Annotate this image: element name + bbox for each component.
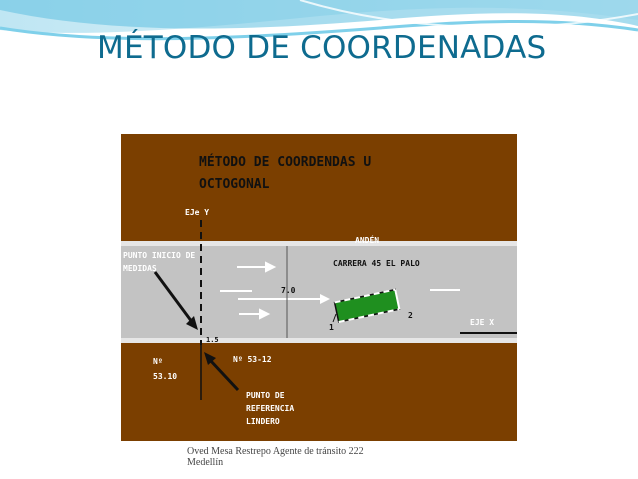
sidewalk-bottom xyxy=(121,338,517,343)
footer-city: Medellín xyxy=(187,457,224,468)
start-point-label-line1: PUNTO INICIO DE xyxy=(123,251,196,260)
right-number-label: Nº 53-12 xyxy=(233,355,272,364)
distance-x-label: 7.0 xyxy=(281,286,296,295)
reference-label-line1: PUNTO DE xyxy=(246,391,285,400)
y-axis-label: EJe Y xyxy=(185,208,210,217)
slide-footer xyxy=(187,446,364,468)
diagram-heading-line1: MÉTODO DE COORDENDAS U xyxy=(199,155,372,170)
point-2-label: 2 xyxy=(408,311,413,320)
left-number-line2: 53.10 xyxy=(153,372,178,381)
diagram-heading-line2: OCTOGONAL xyxy=(199,177,270,192)
street-label: CARRERA 45 EL PALO xyxy=(333,259,420,268)
x-axis-label: EJE X xyxy=(470,318,495,327)
reference-label-line3: LINDERO xyxy=(246,417,280,426)
start-point-label-line2: MEDIDAS xyxy=(123,264,157,273)
point-1-label: 1 xyxy=(329,323,334,332)
footer-author: Oved Mesa Restrepo Agente de tránsito 222 xyxy=(187,446,364,457)
distance-y-label: 1.5 xyxy=(206,336,219,344)
slide-title: MÉTODO DE COORDENADAS xyxy=(97,30,547,66)
reference-label-line2: REFERENCIA xyxy=(246,404,295,413)
left-number-line1: Nº xyxy=(153,357,163,366)
sidewalk-top xyxy=(121,241,517,246)
sidewalk-label: ANDÉN xyxy=(355,236,380,245)
